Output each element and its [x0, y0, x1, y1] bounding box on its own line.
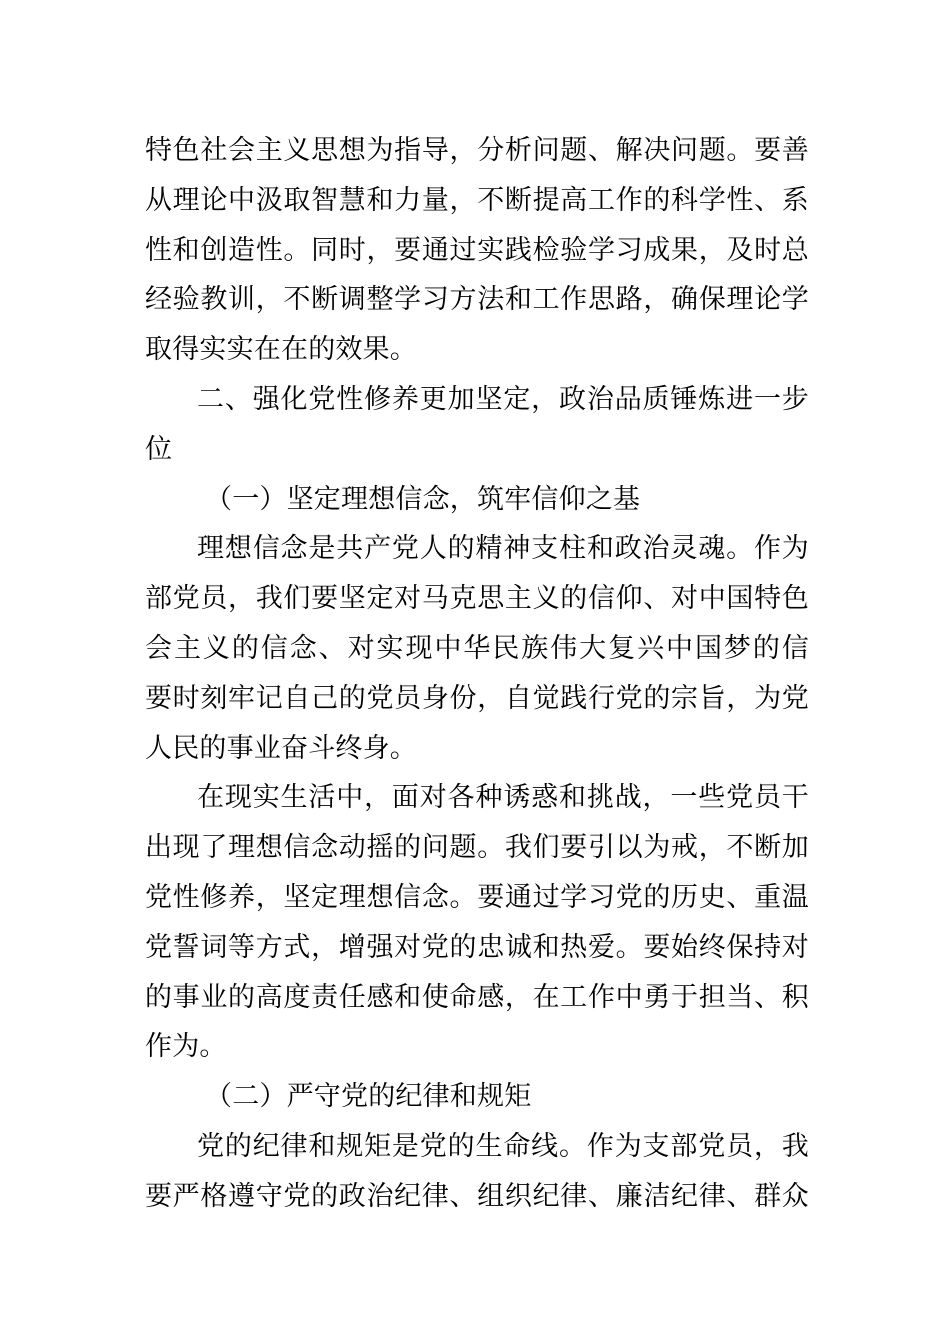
section-heading-continued: 位 [145, 433, 173, 465]
paragraph-line: 从理论中汲取智慧和力量，不断提高工作的科学性、系 [145, 184, 809, 216]
paragraph-line: 经验教训，不断调整学习方法和工作思路，确保理论学 [145, 284, 809, 316]
paragraph-line: 理想信念是共产党人的精神支柱和政治灵魂。作为 [197, 533, 809, 565]
paragraph-line: 党的纪律和规矩是党的生命线。作为支部党员，我 [197, 1130, 809, 1162]
paragraph-line: 部党员，我们要坚定对马克思主义的信仰、对中国特色 [145, 583, 809, 615]
paragraph-line: 会主义的信念、对实现中华民族伟大复兴中国梦的信 [145, 632, 809, 664]
paragraph-line: 要时刻牢记自己的党员身份，自觉践行党的宗旨，为党 [145, 682, 809, 714]
paragraph-line: 人民的事业奋斗终身。 [145, 732, 417, 764]
paragraph-line: 在现实生活中，面对各种诱惑和挑战，一些党员干 [197, 782, 809, 814]
paragraph-line: 要严格遵守党的政治纪律、组织纪律、廉洁纪律、群众 [145, 1180, 809, 1212]
paragraph-line: 党誓词等方式，增强对党的忠诚和热爱。要始终保持对 [145, 931, 809, 963]
paragraph-line: 的事业的高度责任感和使命感，在工作中勇于担当、积 [145, 981, 809, 1013]
paragraph-line: 取得实实在在的效果。 [145, 334, 417, 366]
paragraph-line: 党性修养，坚定理想信念。要通过学习党的历史、重温 [145, 881, 809, 913]
paragraph-line: 性和创造性。同时，要通过实践检验学习成果，及时总 [145, 234, 809, 266]
paragraph-line: 出现了理想信念动摇的问题。我们要引以为戒，不断加 [145, 832, 809, 864]
paragraph-line: 作为。 [145, 1031, 227, 1063]
section-heading: 二、强化党性修养更加坚定，政治品质锤炼进一步 [197, 383, 809, 415]
subsection-heading: （一）坚定理想信念，筑牢信仰之基 [205, 483, 641, 515]
subsection-heading: （二）严守党的纪律和规矩 [205, 1081, 532, 1113]
document-body [145, 126, 809, 1222]
paragraph-line: 特色社会主义思想为指导，分析问题、解决问题。要善 [145, 135, 809, 166]
